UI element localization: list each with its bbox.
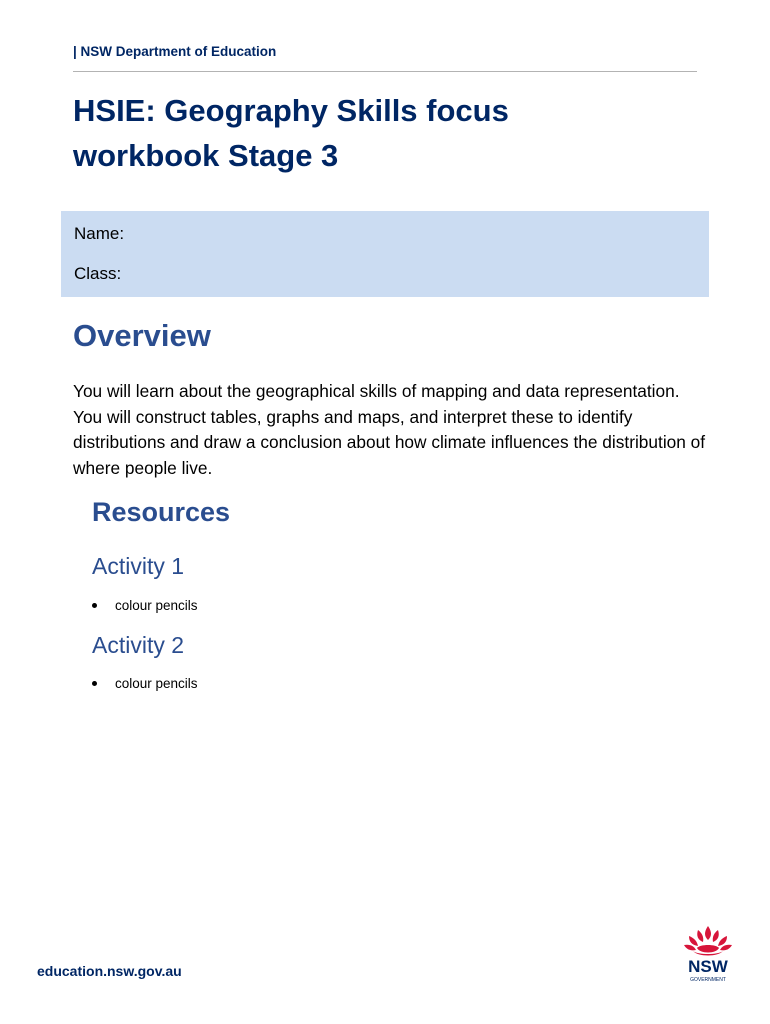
list-item bbox=[92, 676, 198, 691]
class-label: Class: bbox=[74, 264, 122, 283]
student-info-box bbox=[61, 211, 709, 297]
overview-heading: Overview bbox=[73, 318, 211, 353]
waratah-icon bbox=[678, 924, 738, 986]
list-item-text: colour pencils bbox=[115, 598, 198, 613]
document-title-line-2: workbook Stage 3 bbox=[73, 138, 339, 173]
activity-2-list bbox=[92, 676, 198, 691]
department-header: | NSW Department of Education bbox=[73, 44, 277, 59]
footer-url: education.nsw.gov.au bbox=[37, 963, 182, 979]
list-item-text: colour pencils bbox=[115, 676, 198, 691]
overview-paragraph: You will learn about the geographical skills of mapping and data representation. You will construct tables, graphs and maps, and interpret these to identify distributions and draw a conclusion about how climate influences the distribution of where people live. bbox=[73, 381, 706, 478]
document-title bbox=[73, 88, 693, 178]
resources-heading: Resources bbox=[92, 497, 231, 527]
document-title-line-1: HSIE: Geography Skills focus bbox=[73, 93, 509, 128]
bullet-icon bbox=[92, 603, 97, 608]
list-item bbox=[92, 598, 198, 613]
activity-2-heading: Activity 2 bbox=[92, 632, 185, 658]
logo-wordmark: NSW bbox=[688, 957, 728, 976]
header-divider bbox=[73, 71, 697, 72]
activity-1-list bbox=[92, 598, 198, 613]
activity-1-heading: Activity 1 bbox=[92, 553, 185, 579]
bullet-icon bbox=[92, 681, 97, 686]
nsw-government-logo bbox=[678, 924, 738, 986]
name-label: Name: bbox=[74, 224, 125, 243]
logo-subtext: GOVERNMENT bbox=[690, 977, 726, 983]
